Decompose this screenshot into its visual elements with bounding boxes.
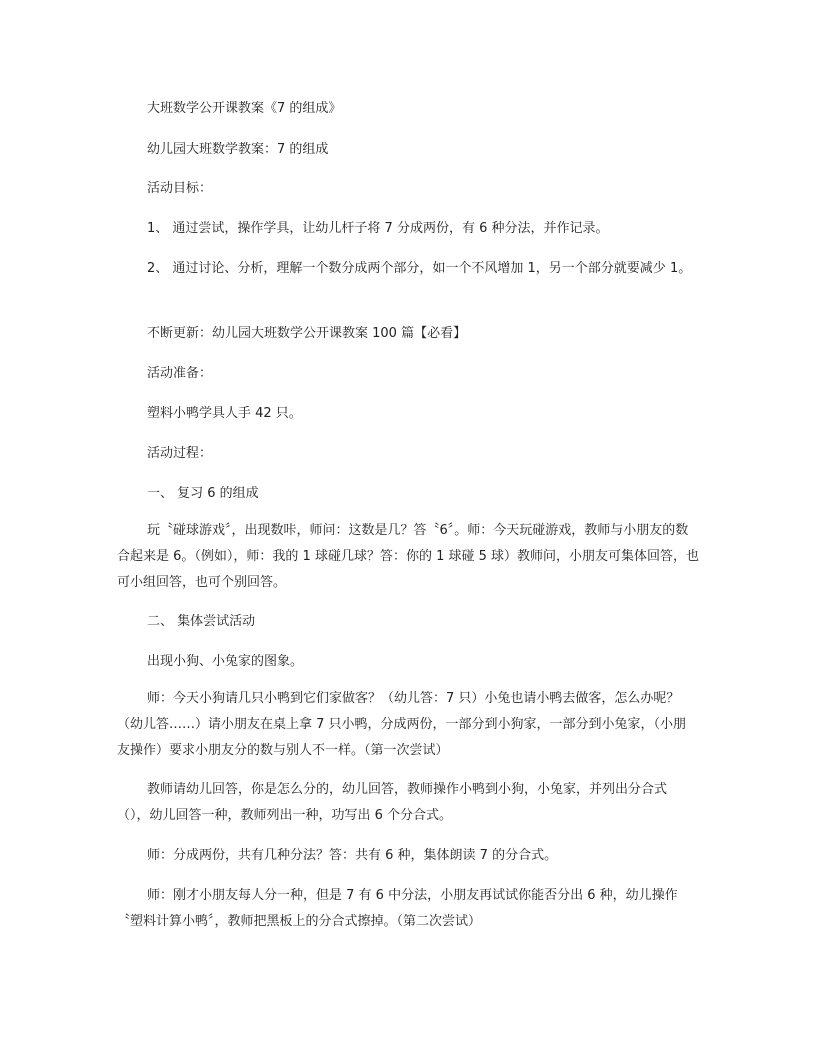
paragraph: 不断更新：幼儿园大班数学公开课教案 100 篇【必看】 (147, 326, 467, 341)
paragraph: 师：刚才小朋友每人分一种，但是 7 有 6 中分法，小朋友再试试你能否分出 6 种，幼儿操作〝塑料计算小鸭〞，教师把黑板上的分合式擦掉。（第二次尝试） (117, 888, 678, 929)
paragraph: 师：分成两份，共有几种分法？答：共有 6 种，集体朗读 7 的分合式。 (147, 848, 558, 863)
paragraph: 教师请幼儿回答，你是怎么分的，幼儿回答，教师操作小鸭到小狗，小兔家，并列出分合式（），幼儿回答一种，教师列出一种，功写出 6 个分合式。 (117, 782, 668, 823)
paragraph: 塑料小鸭学具人手 42 只。 (147, 406, 302, 421)
paragraph: 师：今天小狗请几只小鸭到它们家做客？（幼儿答：7 只）小兔也请小鸭去做客，怎么办呢？（幼儿答……）请小朋友在桌上拿 7 只小鸭，分成两份，一部分到小狗家，一部分到小兔家，（小朋友操作）要求小朋友分的数与别人不一样。（第一次尝试） (117, 691, 687, 758)
section-heading: 活动准备： (147, 366, 213, 381)
subsection-heading: 一、 复习 6 的组成 (147, 486, 259, 501)
paragraph: 出现小狗、小兔家的图象。 (147, 654, 304, 669)
paragraph: 玩〝碰球游戏〞，出现数咔，师问：这数是几？答〝6〞。师：今天玩碰游戏，教师与小朋友的数合起来是 6。（例如），师：我的 1 球碰几球？答：你的 1 球碰 5 球）教师问，小朋友可集体回答，也可小组回答，也可个别回答。 (117, 523, 700, 590)
paragraph: 2、 通过讨论、分析，理解一个数分成两个部分，如一个不风增加 1，另一个部分就要减少 1。 (147, 261, 692, 276)
subsection-heading: 二、 集体尝试活动 (147, 614, 256, 629)
paragraph: 1、 通过尝试，操作学具，让幼儿杆子将 7 分成两份，有 6 种分法，并作记录。 (147, 221, 609, 236)
document-title: 大班数学公开课教案《7 的组成》 (147, 101, 342, 116)
section-heading: 活动目标： (147, 181, 213, 196)
document-subtitle: 幼儿园大班数学教案：7 的组成 (147, 142, 329, 157)
section-heading: 活动过程： (147, 446, 213, 461)
